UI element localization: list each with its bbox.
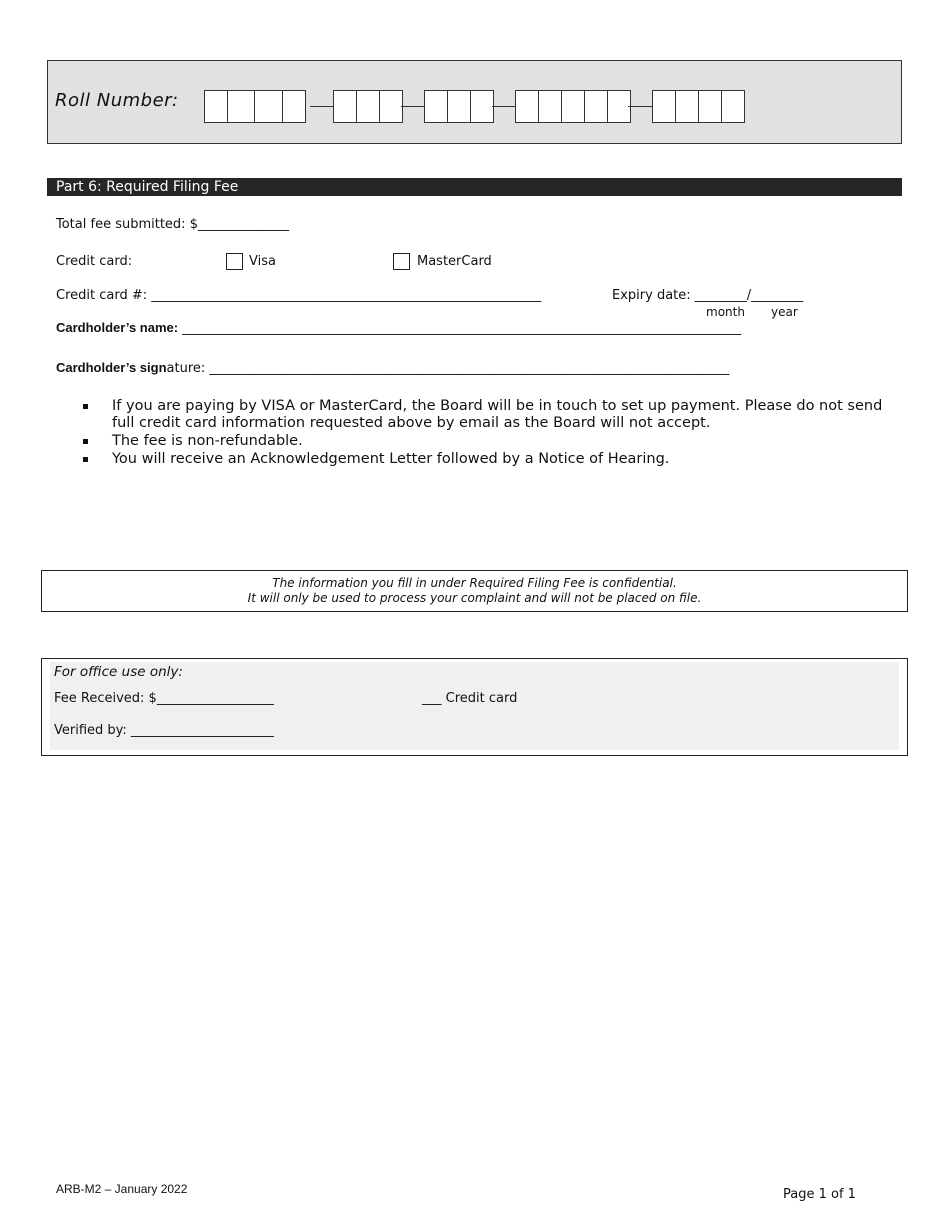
roll-digit-cell[interactable]: [379, 90, 403, 123]
roll-separator: [628, 106, 653, 107]
visa-label: Visa: [249, 254, 276, 269]
section-header: Part 6: Required Filing Fee: [47, 178, 902, 196]
roll-number-group-4[interactable]: [515, 90, 631, 123]
roll-digit-cell[interactable]: [584, 90, 608, 123]
roll-digit-cell[interactable]: [538, 90, 562, 123]
expiry-date-field[interactable]: Expiry date: ________/________: [612, 288, 804, 303]
roll-digit-cell[interactable]: [675, 90, 699, 123]
roll-separator: [310, 106, 334, 107]
cardholder-name-field[interactable]: ______________________________________________________________________________________: [182, 321, 742, 336]
verified-by-field[interactable]: Verified by: ______________________: [54, 723, 274, 738]
form-id: ARB-M2 – January 2022: [56, 1182, 188, 1196]
roll-number-group-5[interactable]: [652, 90, 745, 123]
cardholder-signature-field[interactable]: ature: ________________________________________________________________________________: [166, 361, 730, 376]
roll-digit-cell[interactable]: [721, 90, 745, 123]
confidential-line-2: It will only be used to process your complaint and will not be placed on file.: [247, 591, 702, 605]
credit-card-label: Credit card:: [56, 254, 133, 269]
notes-list: [83, 398, 903, 469]
roll-digit-cell[interactable]: [333, 90, 357, 123]
page-number: Page 1 of 1: [783, 1187, 856, 1202]
cardholder-name-label: Cardholder’s name:: [56, 320, 179, 335]
roll-digit-cell[interactable]: [652, 90, 676, 123]
roll-digit-cell[interactable]: [447, 90, 471, 123]
roll-number-group-2[interactable]: [333, 90, 403, 123]
list-item: The fee is non-refundable.: [83, 433, 903, 450]
roll-digit-cell[interactable]: [698, 90, 722, 123]
expiry-month-label: month: [706, 305, 745, 319]
roll-number-group-1[interactable]: [204, 90, 306, 123]
credit-card-number-field[interactable]: Credit card #: ____________________________________________________________: [56, 288, 542, 303]
roll-separator: [401, 106, 425, 107]
roll-digit-cell[interactable]: [227, 90, 255, 123]
roll-digit-cell[interactable]: [424, 90, 448, 123]
total-fee-field[interactable]: Total fee submitted: $______________: [56, 217, 289, 232]
roll-digit-cell[interactable]: [515, 90, 539, 123]
office-use-heading: For office use only:: [54, 664, 183, 680]
roll-digit-cell[interactable]: [282, 90, 306, 123]
office-credit-card-field[interactable]: ___ Credit card: [422, 691, 518, 706]
roll-number-group-3[interactable]: [424, 90, 494, 123]
roll-separator: [492, 106, 516, 107]
confidential-line-1: The information you fill in under Required Filing Fee is confidential.: [272, 576, 677, 590]
mastercard-label: MasterCard: [417, 254, 492, 269]
roll-digit-cell[interactable]: [204, 90, 228, 123]
mastercard-checkbox[interactable]: [393, 253, 410, 270]
expiry-year-label: year: [771, 305, 798, 319]
roll-digit-cell[interactable]: [470, 90, 494, 123]
list-item: You will receive an Acknowledgement Letter followed by a Notice of Hearing.: [83, 451, 903, 468]
cardholder-signature-label: Cardholder’s sign: [56, 360, 167, 375]
list-item: If you are paying by VISA or MasterCard, the Board will be in touch to set up payment. Please do not send full credit card information requested above by email as the Board will not accept.: [83, 398, 903, 432]
confidential-notice: [41, 570, 908, 612]
visa-checkbox[interactable]: [226, 253, 243, 270]
roll-digit-cell[interactable]: [561, 90, 585, 123]
roll-digit-cell[interactable]: [356, 90, 380, 123]
fee-received-field[interactable]: Fee Received: $__________________: [54, 691, 274, 706]
roll-digit-cell[interactable]: [254, 90, 283, 123]
cardholder-name-row: [56, 320, 825, 336]
cardholder-signature-row: [56, 360, 823, 376]
roll-number-label: Roll Number:: [55, 90, 179, 111]
